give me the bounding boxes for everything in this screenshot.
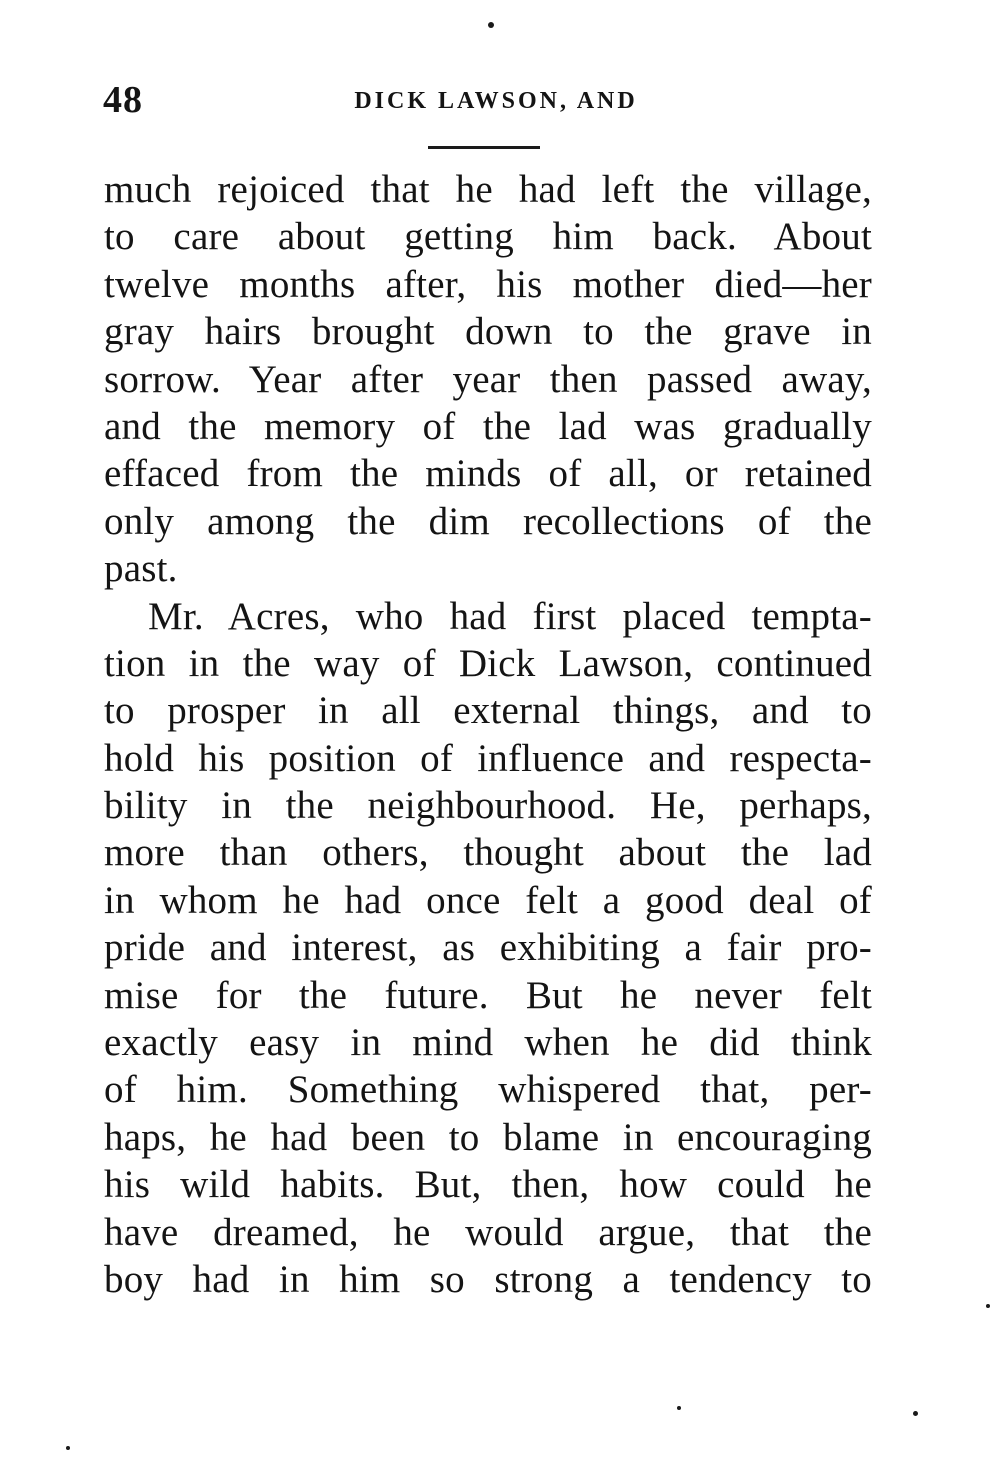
text-line: to prosper in all external things, and to xyxy=(104,689,872,733)
ink-speck xyxy=(66,1446,70,1450)
text-line: bility in the neighbourhood. He, perhaps, xyxy=(104,784,872,828)
text-line: Mr. Acres, who had first placed tempta- xyxy=(148,594,872,638)
text-line: gray hairs brought down to the grave in xyxy=(104,310,872,354)
text-line: past. xyxy=(104,547,178,591)
text-line: have dreamed, he would argue, that the xyxy=(104,1210,872,1254)
header-rule xyxy=(428,146,540,149)
text-line: more than others, thought about the lad xyxy=(104,831,872,875)
text-line: of him. Something whispered that, per- xyxy=(104,1068,872,1112)
text-line: effaced from the minds of all, or retained xyxy=(104,452,872,496)
text-line: tion in the way of Dick Lawson, continued xyxy=(104,641,872,685)
text-line: exactly easy in mind when he did think xyxy=(104,1021,872,1065)
text-line: and the memory of the lad was gradually xyxy=(104,404,872,448)
ink-speck xyxy=(677,1406,681,1410)
text-line: mise for the future. But he never felt xyxy=(104,973,872,1017)
ink-speck xyxy=(986,1304,990,1308)
text-line: his wild habits. But, then, how could he xyxy=(104,1163,872,1207)
text-line: in whom he had once felt a good deal of xyxy=(104,878,872,922)
text-line: to care about getting him back. About xyxy=(104,215,872,259)
text-line: pride and interest, as exhibiting a fair pro- xyxy=(104,926,872,970)
text-line: hold his position of influence and respecta- xyxy=(104,736,872,780)
ink-speck xyxy=(488,22,494,28)
text-line: much rejoiced that he had left the village, xyxy=(104,168,872,211)
text-line: sorrow. Year after year then passed away, xyxy=(104,357,872,401)
text-line: boy had in him so strong a tendency to xyxy=(104,1257,872,1301)
text-line: twelve months after, his mother died—her xyxy=(104,262,872,306)
body-text xyxy=(104,166,872,1303)
page-number: 48 xyxy=(103,79,143,121)
running-title: DICK LAWSON, AND xyxy=(354,88,638,114)
text-line: only among the dim recollections of the xyxy=(104,499,872,543)
ink-speck xyxy=(913,1411,918,1416)
text-line: haps, he had been to blame in encouraging xyxy=(104,1115,872,1159)
